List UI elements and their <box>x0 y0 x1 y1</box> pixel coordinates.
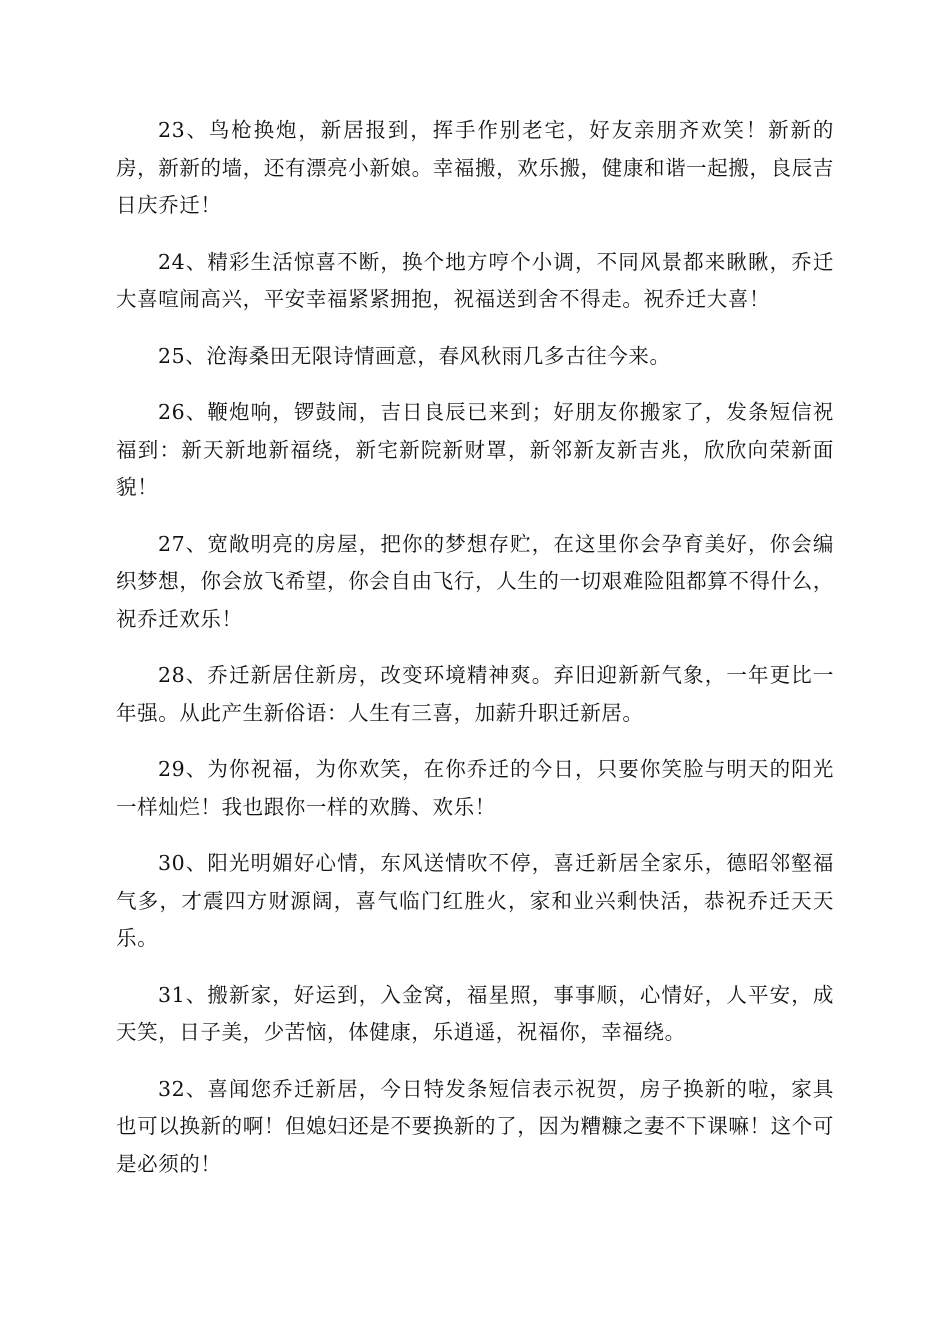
paragraph-28: 28、乔迁新居住新房，改变环境精神爽。弃旧迎新新气象，一年更比一年强。从此产生新俗语：人生有三喜，加薪升职迁新居。 <box>116 663 834 725</box>
paragraph-32: 32、喜闻您乔迁新居，今日特发条短信表示祝贺，房子换新的啦，家具也可以换新的啊！但媳妇还是不要换新的了，因为糟糠之妻不下课嘛！这个可是必须的！ <box>116 1076 834 1176</box>
paragraph-25: 25、沧海桑田无限诗情画意，春风秋雨几多古往今来。 <box>158 343 671 368</box>
paragraph-29: 29、为你祝福，为你欢笑，在你乔迁的今日，只要你笑脸与明天的阳光一样灿烂！我也跟你一样的欢腾、欢乐！ <box>116 757 834 819</box>
paragraph-31: 31、搬新家，好运到，入金窝，福星照，事事顺，心情好，人平安，成天笑，日子美，少苦恼，体健康，乐逍遥，祝福你，幸福绕。 <box>116 982 834 1044</box>
paragraph-30: 30、阳光明媚好心情，东风送情吹不停，喜迁新居全家乐，德昭邻壑福气多，才震四方财源阔，喜气临门红胜火，家和业兴剩快活，恭祝乔迁天天乐。 <box>116 851 834 950</box>
paragraph-23: 23、鸟枪换炮，新居报到，挥手作别老宅，好友亲朋齐欢笑！新新的房，新新的墙，还有漂亮小新娘。幸福搬，欢乐搬，健康和谐一起搬，良辰吉日庆乔迁！ <box>116 118 834 217</box>
paragraph-27: 27、宽敞明亮的房屋，把你的梦想存贮，在这里你会孕育美好，你会编织梦想，你会放飞希望，你会自由飞行，人生的一切艰难险阻都算不得什么，祝乔迁欢乐！ <box>116 531 834 631</box>
paragraph-26: 26、鞭炮响，锣鼓闹，吉日良辰已来到；好朋友你搬家了，发条短信祝福到：新天新地新福绕，新宅新院新财罩，新邻新友新吉兆，欣欣向荣新面貌！ <box>116 400 834 499</box>
paragraph-24: 24、精彩生活惊喜不断，换个地方哼个小调，不同风景都来瞅瞅，乔迁大喜喧闹高兴，平安幸福紧紧拥抱，祝福送到舍不得走。祝乔迁大喜！ <box>116 249 834 311</box>
